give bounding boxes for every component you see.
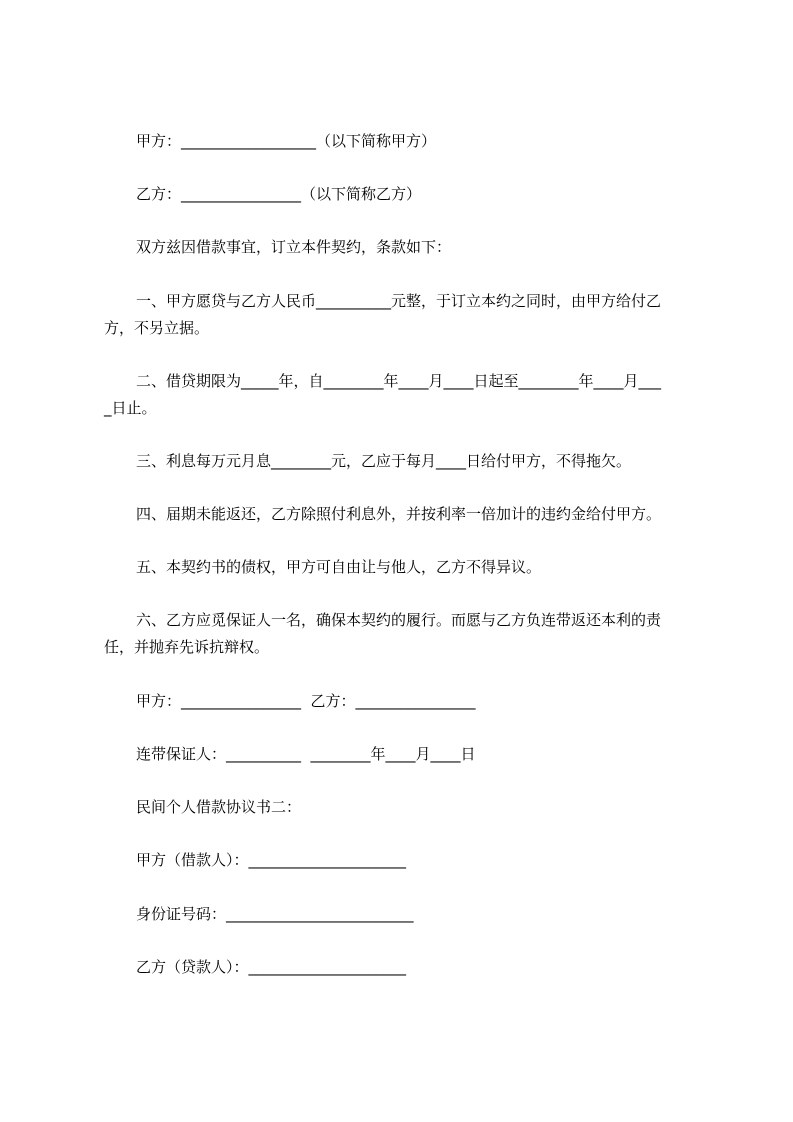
borrower-line: 甲方（借款人）：_____________________ <box>136 851 407 869</box>
party-a-line: 甲方：__________________（以下简称甲方） <box>136 132 437 150</box>
intro-line: 双方兹因借款事宜，订立本件契约，条款如下： <box>136 238 452 256</box>
clause-2-line-2: _日止。 <box>104 399 157 417</box>
clause-2-line-1: 二、借贷期限为_____年，自________年____月____日起至________年____月___ <box>136 372 662 390</box>
clause-4-line: 四、届期未能返还，乙方除照付利息外，并按利率一倍加计的违约金给付甲方。 <box>136 505 662 523</box>
clause-6-line-2: 任，并抛弃先诉抗辩权。 <box>104 638 270 656</box>
clause-6-line-1: 六、乙方应觅保证人一名，确保本契约的履行。而愿与乙方负连带返还本利的责 <box>136 611 662 629</box>
clause-1-line-2: 方，不另立据。 <box>104 319 210 337</box>
lender-line: 乙方（贷款人）：_____________________ <box>136 958 407 976</box>
clause-5-line: 五、本契约书的债权，甲方可自由让与他人，乙方不得异议。 <box>136 558 542 576</box>
clause-1-line-1: 一、甲方愿贷与乙方人民币__________元整，于订立本约之同时，由甲方给付乙 <box>136 292 662 310</box>
guarantor-line: 连带保证人：__________ ________年____月____日 <box>136 745 476 763</box>
clause-3-line: 三、利息每万元月息________元，乙应于每月____日给付甲方，不得拖欠。 <box>136 452 632 470</box>
agreement-2-title: 民间个人借款协议书二： <box>136 798 302 816</box>
party-b-line: 乙方：________________（以下简称乙方） <box>136 185 422 203</box>
signatures-line: 甲方：________________ 乙方：________________ <box>136 692 476 710</box>
id-number-line: 身份证号码：_________________________ <box>136 905 414 923</box>
